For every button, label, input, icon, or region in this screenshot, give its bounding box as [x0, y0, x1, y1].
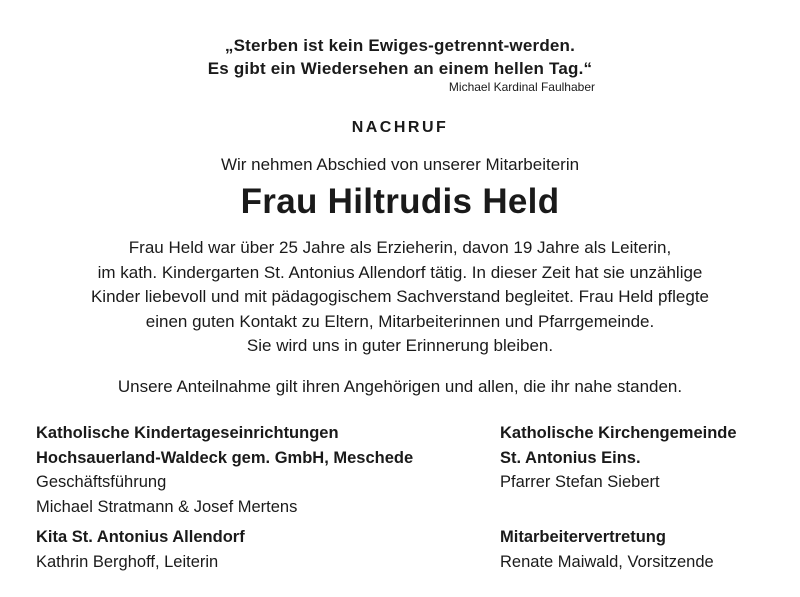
- quote-line-2: Es gibt ein Wiedersehen an einem hellen Tag.“: [207, 59, 593, 78]
- notice-heading: NACHRUF: [351, 119, 449, 136]
- quote-attribution: Michael Kardinal Faulhaber: [448, 80, 595, 94]
- org-name-line-1: Katholische Kirchengemeinde: [500, 424, 737, 442]
- org-name: Kita St. Antonius Allendorf: [36, 528, 245, 546]
- org-name-line-2: Hochsauerland-Waldeck gem. GmbH, Meschede: [36, 448, 414, 467]
- org-person: Renate Maiwald, Vorsitzende: [500, 552, 714, 571]
- org-name-line-2: St. Antonius Eins.: [500, 448, 641, 467]
- org-persons: Michael Stratmann & Josef Mertens: [36, 497, 298, 516]
- tribute-line: im kath. Kindergarten St. Antonius Allendorf tätig. In dieser Zeit hat sie unzählige: [97, 262, 703, 282]
- tribute-text: [0, 236, 800, 359]
- signatory-mav: [500, 525, 790, 574]
- quote-line-1: „Sterben ist kein Ewiges-getrennt-werden.: [224, 36, 576, 55]
- quote-block: [0, 34, 800, 80]
- condolence-line: Unsere Anteilnahme gilt ihren Angehörigen und allen, die ihr nahe standen.: [117, 377, 683, 396]
- org-name-line-1: Katholische Kindertageseinrichtungen: [36, 424, 339, 442]
- intro-line: Wir nehmen Abschied von unserer Mitarbeiterin: [220, 155, 580, 174]
- org-role: Geschäftsführung: [36, 473, 167, 491]
- org-name: Mitarbeitervertretung: [500, 528, 666, 546]
- signatory-kirchengemeinde: [500, 421, 790, 495]
- org-person: Pfarrer Stefan Siebert: [500, 473, 660, 491]
- signatory-kita-gmbh: [36, 421, 476, 519]
- tribute-line: Sie wird uns in guter Erinnerung bleiben.: [246, 336, 554, 356]
- tribute-line: einen guten Kontakt zu Eltern, Mitarbeiterinnen und Pfarrgemeinde.: [145, 311, 655, 331]
- signatory-kita-allendorf: [36, 525, 476, 574]
- deceased-name: Frau Hiltrudis Held: [240, 182, 560, 221]
- tribute-line: Kinder liebevoll und mit pädagogischem Sachverstand begleitet. Frau Held pflegte: [90, 287, 710, 307]
- org-person: Kathrin Berghoff, Leiterin: [36, 552, 219, 571]
- tribute-line: Frau Held war über 25 Jahre als Erzieherin, davon 19 Jahre als Leiterin,: [128, 238, 672, 257]
